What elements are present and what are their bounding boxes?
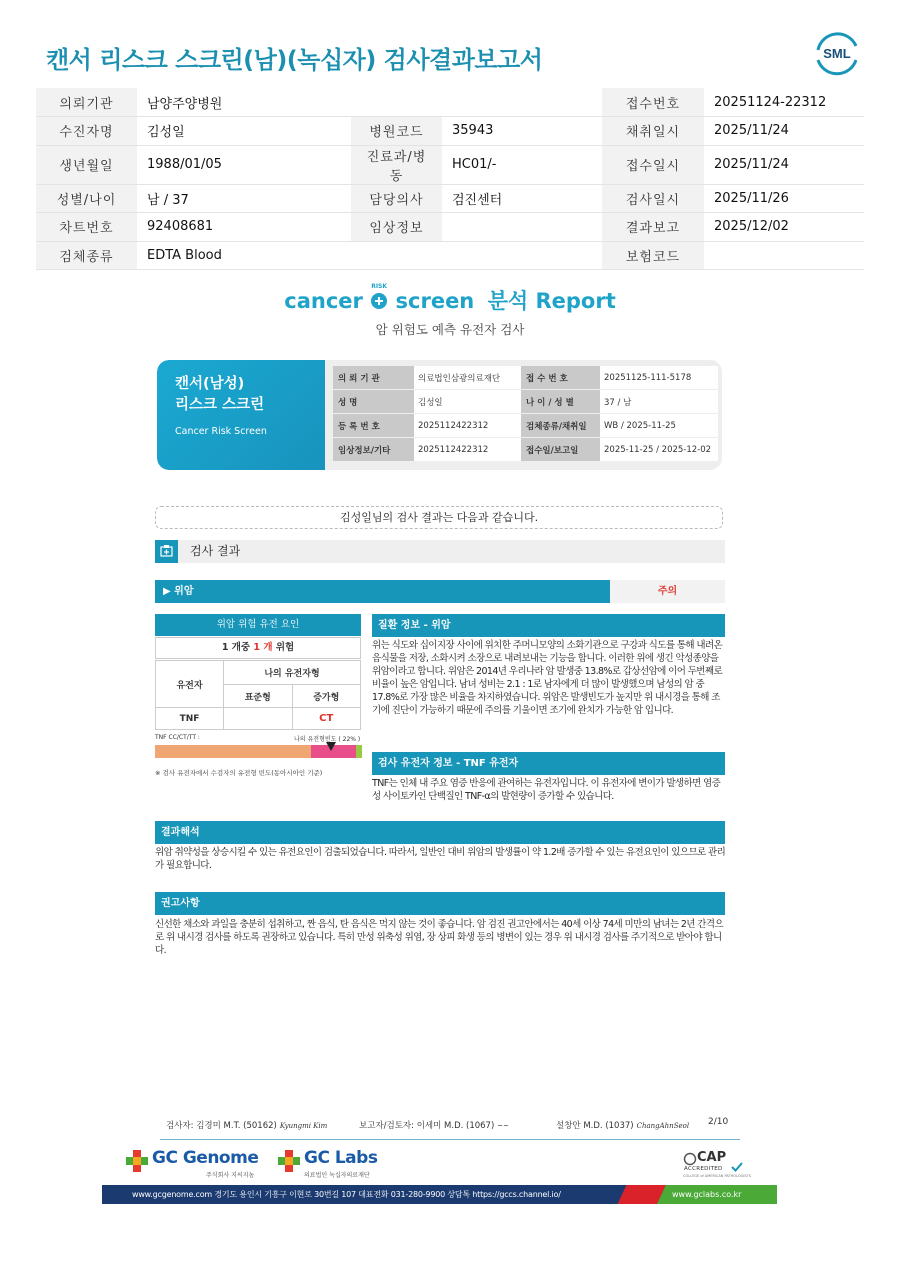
risk-factor-header: 위암 위험 유전 요인 [155,614,361,636]
banner-title-line2: 리스크 스크린 [175,397,265,413]
info-label: 성별/나이 [36,184,137,213]
brand-screen: screen [395,289,475,313]
info-value: 35943 [442,117,602,146]
my-freq-label: 나의 유전형빈도 ( 22% ) [294,736,361,743]
banner-row [333,438,718,461]
info-row [36,145,864,184]
footer-divider [160,1139,740,1140]
info-label: 수진자명 [36,117,137,146]
inspector-sign: Kyungmi Kim [279,1122,328,1130]
gc-genome-text: GC Genome [152,1148,259,1168]
info-value: HC01/- [442,145,602,184]
banner-value: 김성일 [414,390,521,413]
disease-info-text: 위는 식도와 십이지장 사이에 위치한 주머니모양의 소화기관으로 구강과 식도를 통해 내려온 음식물을 저장, 소화시켜 소장으로 내려보내는 기능을 합니다. 이러한 위에 생긴 악성종양을 위암이라고 합니다. 위암은 2014년 우리나라 암 발생중 13.8%로 갑상선암에 이어 두번째로 비율이 높은 암입니다. 남녀 성비는 2.1 : 1로 남자에게 더 많이 발생했으며 남성의 암 중 17.8%로 가장 많은 비율을 차지하였습니다. 위암은 발생빈도가 높지만 위 내시경을 통해 조기에 진단이 가능하기 때문에 주의를 기울이면 조기에 완치가 가능한 암 입니다. [372,640,723,716]
banner-value: 2025-11-25 / 2025-12-02 [600,438,718,461]
normal-value [224,708,293,730]
info-label: 차트번호 [36,213,137,242]
cancer-type-bar: ▶ 위암 [155,580,610,603]
col-normal: 표준형 [224,685,293,708]
gc-labs-cross-icon [278,1150,300,1172]
info-label [351,241,442,270]
banner-label: 나 이 / 성 별 [521,390,600,413]
recommendation-text: 신선한 채소와 과일을 충분히 섭취하고, 짠 음식, 탄 음식은 먹지 않는 것이 좋습니다. 암 검진 권고안에서는 40세 이상 74세 미만의 남녀는 2년 간격으로 위 내시경 검사를 하도록 권장하고 있습니다. 특히 만성 위축성 위염, 장 상피 화생 등의 병변이 있는 경우 위 내시경 검사를 주기적으로 받아야 합니다. [155,919,724,956]
report-icon [155,540,178,563]
increase-value: CT [292,708,361,730]
info-value [704,241,864,270]
footer-contact-bar [102,1185,777,1204]
info-value: 2025/12/02 [704,213,864,242]
info-value: 2025/11/26 [704,184,864,213]
patient-info-table [36,88,864,270]
info-value [442,88,602,117]
banner-label: 의 뢰 기 관 [333,366,414,389]
info-row [36,88,864,117]
genotype-frequency-bar [155,745,362,758]
reviewer-name: 설창안 M.D. (1037) [556,1121,634,1131]
banner-label: 임상정보/기타 [333,438,414,461]
risk-count-post: 위험 [272,642,295,653]
cap-check-icon [731,1162,743,1172]
banner-row [333,414,718,437]
report-brand [0,285,900,315]
info-label: 검사일시 [602,184,704,213]
brand-subtitle: 암 위험도 예측 유전자 검사 [375,322,525,337]
reviewer-sign: ChangAhnSeol [636,1122,690,1130]
banner-value: 37 / 남 [600,390,718,413]
risk-count-num: 1 개 [253,642,273,653]
risk-count [155,637,361,659]
info-label: 임상정보 [351,213,442,242]
recommendation-header: 권고사항 [155,892,725,915]
reviewer-signature [556,1119,689,1131]
reporter-signature [359,1119,509,1131]
freq-note: ※ 검사 유전자에서 수검자의 유전형 빈도(동아시아인 기준) [155,769,323,777]
info-label: 보험코드 [602,241,704,270]
banner-english: Cancer Risk Screen [175,426,267,437]
section-title: 검사 결과 [190,544,241,558]
banner-title-line1: 캔서(남성) [175,376,245,392]
info-value: 남양주양병원 [137,88,351,117]
cap-accredited: ACCREDITED [684,1166,723,1172]
info-value [442,213,602,242]
col-increase: 증가형 [292,685,361,708]
freq-segment-tt [356,745,362,758]
footer-contact-text: www.gcgenome.com 경기도 용인시 기흥구 이현로 30번길 107 대표전화 031-280-9900 상담톡 https://gccs.channel.io/ [132,1190,561,1199]
banner-info-grid [333,366,718,462]
risk-mark: RISK [371,283,388,290]
interpretation-text: 위암 취약성을 상승시킬 수 있는 유전요인이 검출되었습니다. 따라서, 일반인 대비 위암의 발생률이 약 1.2배 증가할 수 있는 유전요인이 있으므로 관리가 필요합니다. [155,847,726,871]
info-row [36,184,864,213]
info-value: 1988/01/05 [137,145,351,184]
info-value: 20251124-22312 [704,88,864,117]
info-label [351,88,442,117]
col-gene: 유전자 [156,661,224,708]
reporter-sign: ~~ [497,1122,510,1130]
banner-row [333,390,718,413]
banner-value: 20251125-111-5178 [600,366,718,389]
col-my-genotype: 나의 유전자형 [224,661,361,685]
info-value: 검진센터 [442,184,602,213]
banner-row [333,366,718,389]
info-label: 병원코드 [351,117,442,146]
report-banner [157,360,722,470]
status-badge: 주의 [610,580,725,603]
cap-logo [683,1150,751,1180]
gc-cross-icon [126,1150,148,1172]
report-title: 캔서 리스크 스크린(남)(녹십자) 검사결과보고서 [46,46,543,74]
risk-count-pre: 1 개중 [221,642,254,653]
info-value: 92408681 [137,213,351,242]
interpretation-header: 결과해석 [155,821,725,844]
sml-logo [812,30,862,76]
genotype-table [155,660,361,730]
banner-title-panel [157,360,325,470]
page-number: 2/10 [708,1117,729,1127]
info-value: 2025/11/24 [704,117,864,146]
info-label: 담당의사 [351,184,442,213]
info-label: 검체종류 [36,241,137,270]
info-label: 진료과/병동 [351,145,442,184]
greeting-box: 김성일님의 검사 결과는 다음과 같습니다. [155,506,723,529]
gc-labs-sub: 의료법인 녹십자의료재단 [304,1172,370,1179]
info-label: 결과보고 [602,213,704,242]
cap-college: COLLEGE of AMERICAN PATHOLOGISTS [683,1174,751,1178]
info-label: 접수번호 [602,88,704,117]
info-value: 김성일 [137,117,351,146]
info-value: 남 / 37 [137,184,351,213]
banner-label: 접수일/보고일 [521,438,600,461]
info-row [36,117,864,146]
disease-info-header: 질환 정보 - 위암 [372,614,725,637]
banner-label: 검체종류/채취일 [521,414,600,437]
info-row [36,241,864,270]
banner-value: WB / 2025-11-25 [600,414,718,437]
gene-info-header: 검사 유전자 정보 - TNF 유전자 [372,752,725,775]
reporter-name: 보고자/검토자: 이세미 M.D. (1067) [359,1121,495,1131]
cap-circle-icon [683,1152,697,1166]
section-header [155,540,725,563]
gc-labs-text: GC Labs [304,1148,378,1168]
banner-label: 접 수 번 호 [521,366,600,389]
sml-logo-text: SML [823,46,851,61]
info-value: 2025/11/24 [704,145,864,184]
gc-genome-logo [126,1148,266,1180]
brand-report: 분석 Report [487,289,616,313]
cap-text: CAP [697,1150,727,1165]
info-label: 채취일시 [602,117,704,146]
info-label: 의뢰기관 [36,88,137,117]
inspector-signature [166,1119,327,1131]
footer-url[interactable]: www.gclabs.co.kr [672,1190,742,1199]
banner-value: 2025112422312 [414,414,521,437]
info-row [36,213,864,242]
info-label: 접수일시 [602,145,704,184]
banner-label: 성 명 [333,390,414,413]
risk-icon [370,283,388,310]
freq-marker-icon [326,742,336,751]
inspector-name: 검사자: 김경미 M.T. (50162) [166,1121,277,1131]
banner-label: 등 록 번 호 [333,414,414,437]
brand-cancer: cancer [284,289,363,313]
freq-label: TNF CC/CT/TT : [155,734,200,741]
info-value [442,241,602,270]
gc-labs-logo [278,1148,388,1180]
info-label: 생년월일 [36,145,137,184]
gc-genome-sub: 주식회사 지씨지놈 [206,1172,255,1179]
gene-info-text: TNF는 인체 내 주요 염증 반응에 관여하는 유전자입니다. 이 유전자에 변이가 발생하면 염증성 사이토카인 단백질인 TNF-α의 발현량이 증가할 수 있습니다. [372,778,721,802]
info-value: EDTA Blood [137,241,351,270]
gene-name: TNF [156,708,224,730]
banner-value: 의료법인삼광의료재단 [414,366,521,389]
banner-value: 2025112422312 [414,438,521,461]
